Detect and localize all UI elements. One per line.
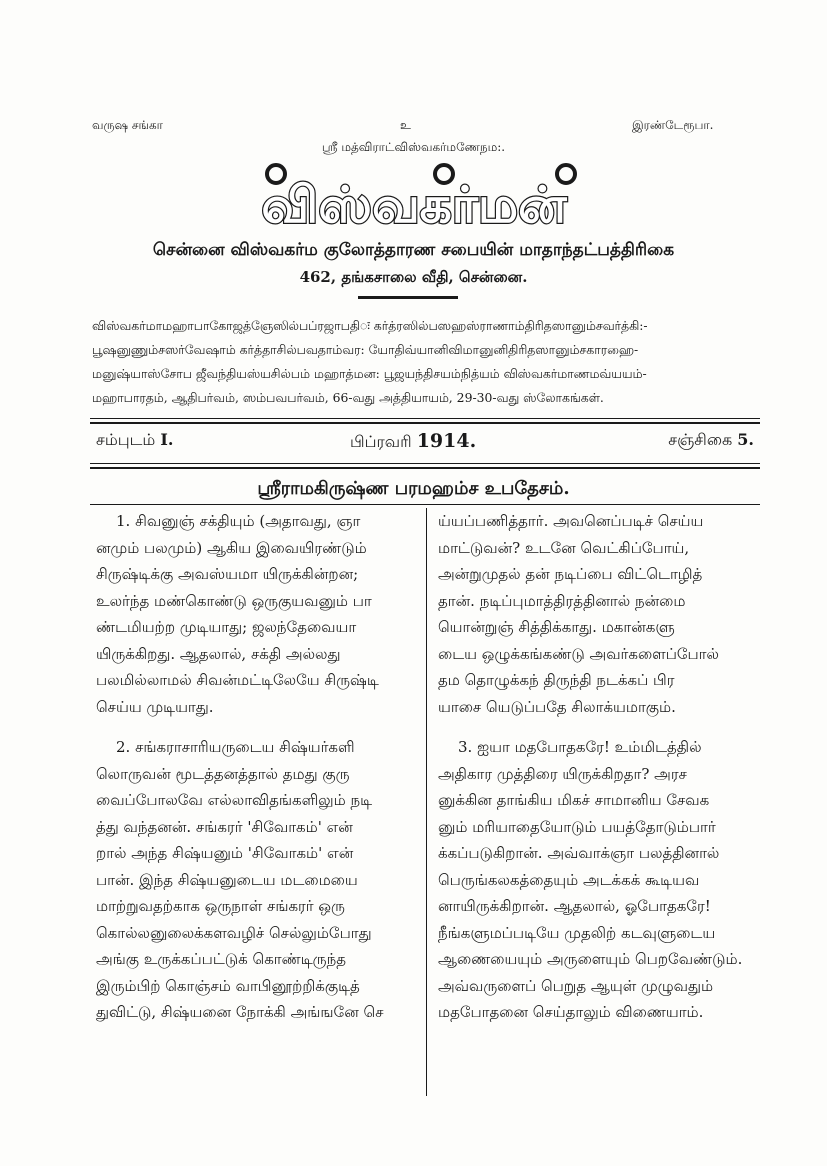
- text-line: ஆணையையும் அருளையும் பெறவேண்டும்.: [438, 950, 743, 968]
- masthead: [0, 160, 827, 232]
- invocation-line: ஸ்ரீ மத்விராட்விஸ்வகர்மணேநம:.: [321, 140, 506, 154]
- text-line: மாட்டுவன்? உடனே வெட்கிப்போய்,: [438, 538, 690, 557]
- text-line: பான். இந்த சிஷ்யனுடைய மடமையை: [96, 870, 358, 889]
- text-line: தான். நடிப்புமாத்திரத்தினால் நன்மை: [438, 591, 686, 610]
- text-line: மாற்றுவதற்காக ஒருநாள் சங்கரர் ஒரு: [96, 897, 345, 915]
- masthead-title: விஸ்வகர்மன்: [260, 176, 567, 232]
- left-column: [96, 508, 418, 1026]
- text-line: இரும்பிற் கொஞ்சம் வாபினூற்றிக்குடித்: [96, 976, 360, 995]
- text-line: அங்கு உருக்கப்பட்டுக் கொண்டிருந்த: [96, 950, 346, 968]
- issue-text: சஞ்சிகை: [668, 430, 733, 449]
- text-line: னமும் பலமும்) ஆகிய இவையிரண்டும்: [96, 538, 367, 557]
- verse-line: விஸ்வகர்மாமஹாபாகோஜத்ஞேஸில்பப்ரஜாபதிः கர்த்ரஸில்பஸஹஸ்ராணாம்திரிதஸானும்சவர்த்கி:-: [92, 318, 648, 333]
- year-label: வருஷ சங்கா: [92, 118, 163, 132]
- address: 462, தங்கசாலை வீதி, சென்னை.: [299, 268, 528, 286]
- month: பிப்ரவரி: [350, 432, 412, 451]
- text-line: வைப்போலவே எல்லாவிதங்களிலும் நடி: [96, 791, 373, 809]
- right-column: [438, 508, 760, 1026]
- text-line: நீங்களுமப்படியே முதலிற் கடவுளுடைய: [438, 923, 716, 942]
- auspicious-mark: உ: [400, 118, 411, 132]
- paragraph-gap: [438, 720, 760, 734]
- text-line: உலர்ந்த மண்கொண்டு ஒருகுயவனும் பா: [96, 591, 372, 610]
- volume-label: [96, 430, 173, 451]
- text-line: மதபோதனை செய்தாலும் விணையாம்.: [438, 1003, 704, 1021]
- year: 1914.: [416, 430, 477, 452]
- text-line: னாயிருக்கிறான். ஆதலால், ஓபோதகரே!: [438, 897, 711, 915]
- text-line: யிருக்கிறது. ஆதலால், சக்தி அல்லது: [96, 644, 341, 663]
- text-line: லொருவன் மூடத்தனத்தால் தமது குரு: [96, 764, 350, 783]
- volume-text: சம்புடம்: [96, 430, 156, 449]
- text-line: த்து வந்தனன். சங்கரர் 'சிவோகம்' என்: [96, 817, 353, 836]
- text-line: கொல்லனுலைக்களவழிச் செல்லும்போது: [96, 923, 372, 942]
- text-line: னும் மரியாதையோடும் பயத்தோடும்பார்: [438, 817, 716, 836]
- text-line: செய்ய முடியாது.: [96, 697, 214, 716]
- text-line: தம தொழுக்கந் திருந்தி நடக்கப் பிர: [438, 671, 675, 689]
- issue-info: [90, 428, 760, 458]
- price-label: இரண்டேரூபா.: [632, 118, 714, 132]
- issue-number-label: [668, 430, 754, 451]
- issue-date: [350, 430, 476, 453]
- text-line: 2. சங்கராசாரியருடைய சிஷ்யர்களி: [116, 738, 355, 756]
- divider: [358, 296, 458, 299]
- text-line: றால் அந்த சிஷ்யனும் 'சிவோகம்' என்: [96, 844, 354, 862]
- text-line: டைய ஒழுக்கங்கண்டு அவர்களைப்போல்: [438, 644, 719, 663]
- text-line: யாசை யெடுப்பதே சிலாக்யமாகும்.: [438, 697, 676, 716]
- text-line: ண்டமியற்ற முடியாது; ஜலந்தேவையா: [96, 618, 357, 636]
- text-line: அவ்வருளைப் பெறுத ஆயுள் முழுவதும்: [438, 976, 714, 995]
- text-line: சிருஷ்டிக்கு அவஸ்யமா யிருக்கின்றன;: [96, 565, 359, 583]
- text-line: 3. ஐயா மதபோதகரே! உம்மிடத்தில்: [458, 738, 702, 756]
- issue-number: 5.: [737, 430, 754, 449]
- masthead-logo: [154, 160, 674, 232]
- verse-citation: மஹாபாரதம், ஆதிபர்வம், ஸம்பவபர்வம், 66-வது அத்தியாயம், 29-30-வது ஸ்லோகங்கள்.: [92, 390, 604, 405]
- paragraph-gap: [96, 720, 418, 734]
- verse-line: பூஷனுணும்சஸர்வேஷாம் கர்த்தாசில்பவதாம்வர: யோதிவ்யானிவிமானுனிதிரிதஸானும்சகாரஹை-: [92, 342, 639, 357]
- text-line: பெருங்கலகத்தையும் அடக்கக் கூடியவ: [438, 870, 700, 889]
- text-line: அன்றுமுதல் தன் நடிப்பை விட்டொழித்: [438, 565, 703, 583]
- divider: [90, 418, 760, 424]
- text-line: னுக்கின தாங்கிய மிகச் சாமானிய சேவக: [438, 791, 710, 809]
- volume-number: I.: [160, 430, 174, 449]
- column-divider: [426, 508, 427, 1096]
- verse-line: மனுஷ்யாஸ்சோப ஜீவந்தியஸ்யசில்பம் மஹாத்மன: பூஜயந்திசயம்நித்யம் விஸ்வகர்மாணமவ்யயம்-: [92, 366, 647, 381]
- text-line: அதிகார முத்திரை யிருக்கிறதா? அரச: [438, 764, 687, 783]
- text-line: 1. சிவனுஞ் சக்தியும் (அதாவது, ஞா: [116, 512, 361, 530]
- divider: [90, 463, 760, 469]
- text-line: க்கப்படுகிறான். அவ்வாக்ஞா பலத்தினால்: [438, 844, 720, 862]
- text-line: ய்யப்பணித்தார். அவனெப்படிச் செய்ய: [438, 512, 704, 530]
- article-title: ஸ்ரீராமகிருஷ்ண பரமஹம்ச உபதேசம்.: [257, 478, 570, 499]
- divider: [90, 504, 760, 505]
- text-line: பலமில்லாமல் சிவன்மட்டிலேயே சிருஷ்டி: [96, 671, 379, 689]
- sanskrit-verse: [92, 314, 752, 410]
- text-line: யொன்றுஞ் சித்திக்காது. மகான்களு: [438, 618, 675, 636]
- subtitle: சென்னை விஸ்வகர்ம குலோத்தாரண சபையின் மாதாந்தட்பத்திரிகை: [152, 240, 675, 260]
- text-line: துவிட்டு, சிஷ்யனை நோக்கி அங்ஙனே செ: [96, 1003, 384, 1021]
